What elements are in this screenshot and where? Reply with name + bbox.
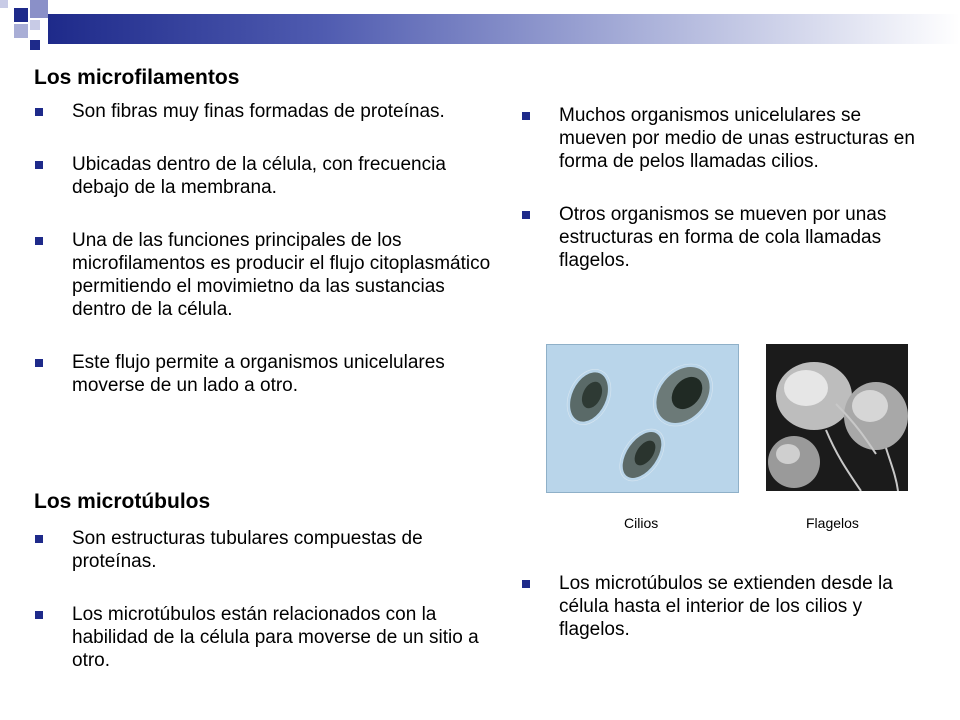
header-gradient-band [48,14,960,44]
caption-cilios: Cilios [624,515,659,531]
list-item: Una de las funciones principales de los microfilamentos es producir el flujo citoplasmático permitiendo el movimietno da las sustancias dentro de la célula. [34,229,494,321]
list-item: Muchos organismos unicelulares se mueven por medio de unas estructuras en forma de pelos llamadas cilios. [521,104,931,173]
list-item: Otros organismos se mueven por unas estructuras en forma de cola llamadas flagelos. [521,203,931,272]
list-item: Los microtúbulos están relacionados con la habilidad de la célula para moverse de un sitio a otro. [34,603,494,672]
deco-square [0,0,8,8]
header-decoration [0,0,960,56]
deco-square [14,24,28,38]
movement-list [521,104,931,272]
microtubulos-extension-list [521,572,931,641]
caption-flagelos: Flagelos [806,515,859,531]
list-item: Son estructuras tubulares compuestas de proteínas. [34,527,494,573]
flagelos-image [766,344,908,491]
list-item: Ubicadas dentro de la célula, con frecuencia debajo de la membrana. [34,153,494,199]
list-item: Este flujo permite a organismos unicelulares moverse de un lado a otro. [34,351,494,397]
deco-square [30,40,40,50]
deco-square [30,20,40,30]
list-item: Los microtúbulos se extienden desde la célula hasta el interior de los cilios y flagelos. [521,572,931,641]
microfilamentos-list [34,100,494,397]
cilios-image [546,344,739,493]
section-title-microfilamentos: Los microfilamentos [34,66,240,89]
deco-square [14,8,28,22]
section-title-microtubulos: Los microtúbulos [34,490,211,513]
microtubulos-list [34,527,494,672]
list-item: Son fibras muy finas formadas de proteínas. [34,100,494,123]
deco-square [30,0,48,18]
